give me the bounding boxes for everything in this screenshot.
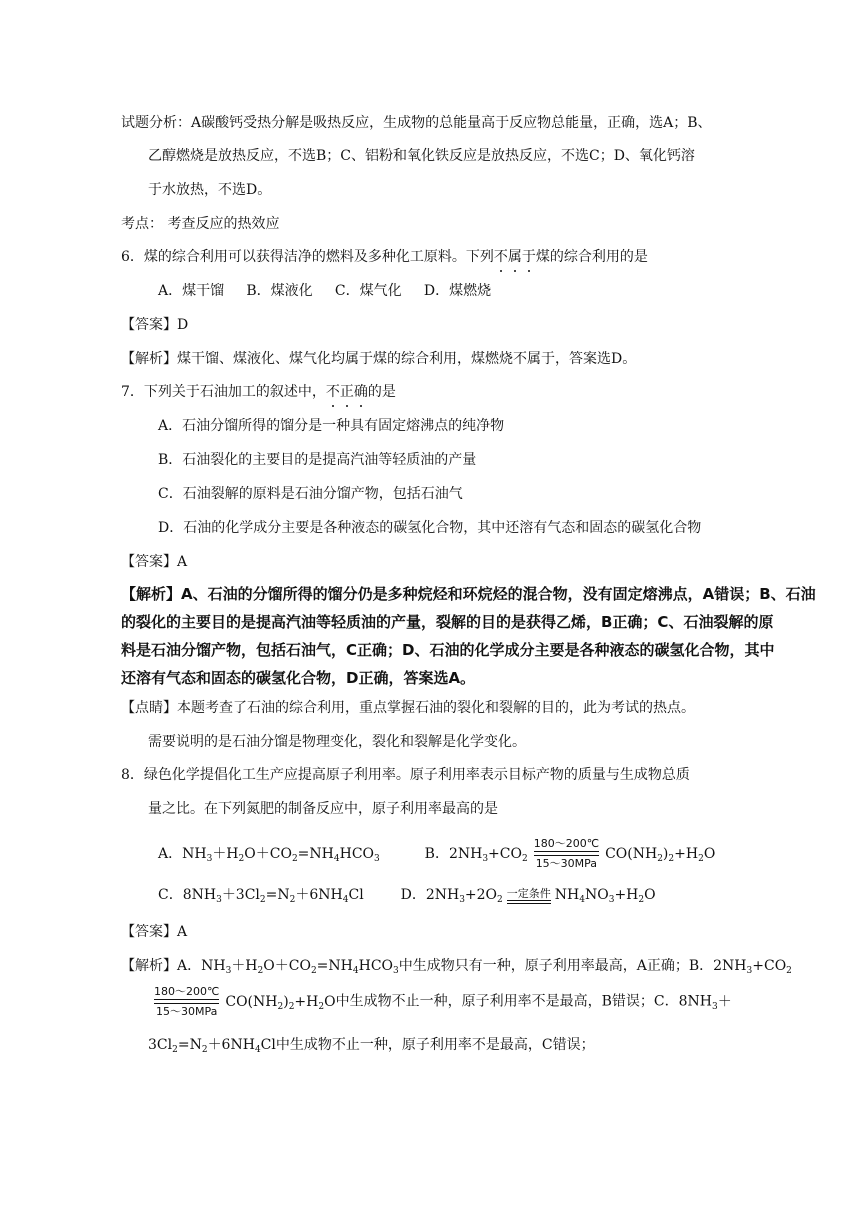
q7-analysis-line2: 的裂化的主要目的是提高汽油等轻质油的产量，裂解的目的是获得乙烯，B正确；C、石油裂解的原	[121, 613, 774, 631]
q7-emphasis-2: 正	[339, 384, 354, 400]
q8-options-ab	[158, 837, 715, 870]
q7-option-c: C．石油裂解的原料是石油分馏产物，包括石油气	[158, 486, 463, 502]
q8-answer: 【答案】A	[121, 924, 188, 940]
q7-option-a: A．石油分馏所得的馏分是一种具有固定熔沸点的纯净物	[158, 418, 505, 434]
q6-options: A．煤干馏 B．煤液化 C．煤气化 D．煤燃烧	[158, 283, 492, 299]
q8-options-cd	[158, 885, 656, 905]
q6-stem-pre: 6．煤的综合利用可以获得洁净的燃料及多种化工原料。下列	[121, 249, 494, 265]
q8-stem-line2: 量之比。在下列氮肥的制备反应中，原子利用率最高的是	[148, 801, 498, 817]
q7-analysis-line1: 【解析】A、石油的分馏所得的馏分仍是多种烷烃和环烷烃的混合物，没有固定熔沸点，A错误；B、石油	[121, 585, 816, 603]
q6-stem-post: 煤的综合利用的是	[535, 249, 648, 265]
analysis-q5-line2: 乙醇燃烧是放热反应，不选B；C、铝粉和氧化铁反应是放热反应，不选C；D、氧化钙溶	[148, 148, 695, 164]
q6-emphasis-1: 不	[493, 249, 508, 265]
analysis-q5-line3: 于水放热，不选D。	[148, 182, 272, 198]
q8-analysis-line3: $3Cl_2=N_2+6NH_4Cl$中生成物不止一种，原子利用率不是最高，C错误；	[148, 1037, 595, 1055]
q8-reaction-condition-d: 一定条件	[507, 888, 551, 904]
q7-emphasis-3: 确	[353, 384, 368, 400]
cond-pressure: 15～30MPa	[535, 857, 598, 870]
q8-analysis-line1: 【解析】A．$NH_3+H_2O+CO_2=NH_4HCO_3$中生成物只有一种，原子利用率最高，A正确；B．$2NH_3+CO_2$	[121, 958, 792, 976]
q8-stem-line1: 8．绿色化学提倡化工生产应提高原子利用率。原子利用率表示目标产物的质量与生成物总质	[121, 767, 690, 783]
q7-dianjing-line2: 需要说明的是石油分馏是物理变化，裂化和裂解是化学变化。	[148, 734, 526, 750]
q8-option-c: C．$8NH_3+3Cl_2=N_2+6NH_4Cl$	[158, 887, 364, 905]
q8-analysis-condition: 180～200℃ 15～30MPa	[154, 985, 220, 1018]
q7-emphasis-1: 不	[325, 384, 340, 400]
q7-option-b: B．石油裂化的主要目的是提高汽油等轻质油的产量	[158, 452, 477, 468]
q7-dianjing-line1: 【点睛】本题考查了石油的综合利用，重点掌握石油的裂化和裂解的目的，此为考试的热点。	[121, 700, 695, 716]
q7-stem	[121, 382, 396, 402]
q7-option-d: D．石油的化学成分主要是各种液态的碳氢化合物，其中还溶有气态和固态的碳氢化合物	[158, 520, 702, 536]
analysis-q5-line1: 试题分析：A碳酸钙受热分解是吸热反应，生成物的总能量高于反应物总能量，正确，选A；B、	[121, 115, 712, 131]
q7-analysis-line3: 料是石油分馏产物，包括石油气，C正确；D、石油的化学成分主要是各种液态的碳氢化合物，其中	[121, 641, 775, 659]
q7-stem-pre: 7．下列关于石油加工的叙述中，	[121, 384, 326, 400]
q8-option-d: D．$2NH_3+2O_2$ 一定条件 $NH_4NO_3+H_2O$	[400, 887, 656, 905]
q7-stem-post: 的是	[367, 384, 396, 400]
q6-emphasis-2: 属	[507, 249, 522, 265]
q6-analysis: 【解析】煤干馏、煤液化、煤气化均属于煤的综合利用，煤燃烧不属于，答案选D。	[121, 351, 637, 367]
q6-answer: 【答案】D	[121, 317, 189, 333]
q8-option-a: A．$NH_3+H_2O+CO_2=NH_4HCO_3$	[158, 845, 380, 864]
q8-option-b: B．$2NH_3+CO_2$ 180～200℃ 15～30MPa $CO(NH_2)_2+H_2O$	[424, 837, 716, 870]
q8-analysis-line2: 180～200℃ 15～30MPa $CO(NH_2)_2+H_2O$中生成物不止一种，原子利用率不是最高，B错误；C．$8NH_3+$	[154, 985, 732, 1018]
q7-analysis-line4: 还溶有气态和固态的碳氢化合物，D正确，答案选A。	[121, 669, 476, 687]
q7-answer: 【答案】A	[121, 554, 188, 570]
cond-temperature: 180～200℃	[533, 837, 600, 850]
kaodian-line: 考点： 考查反应的热效应	[121, 216, 280, 232]
q6-stem	[121, 247, 648, 267]
q8-reaction-condition-b	[532, 837, 601, 870]
q6-emphasis-3: 于	[521, 249, 536, 265]
